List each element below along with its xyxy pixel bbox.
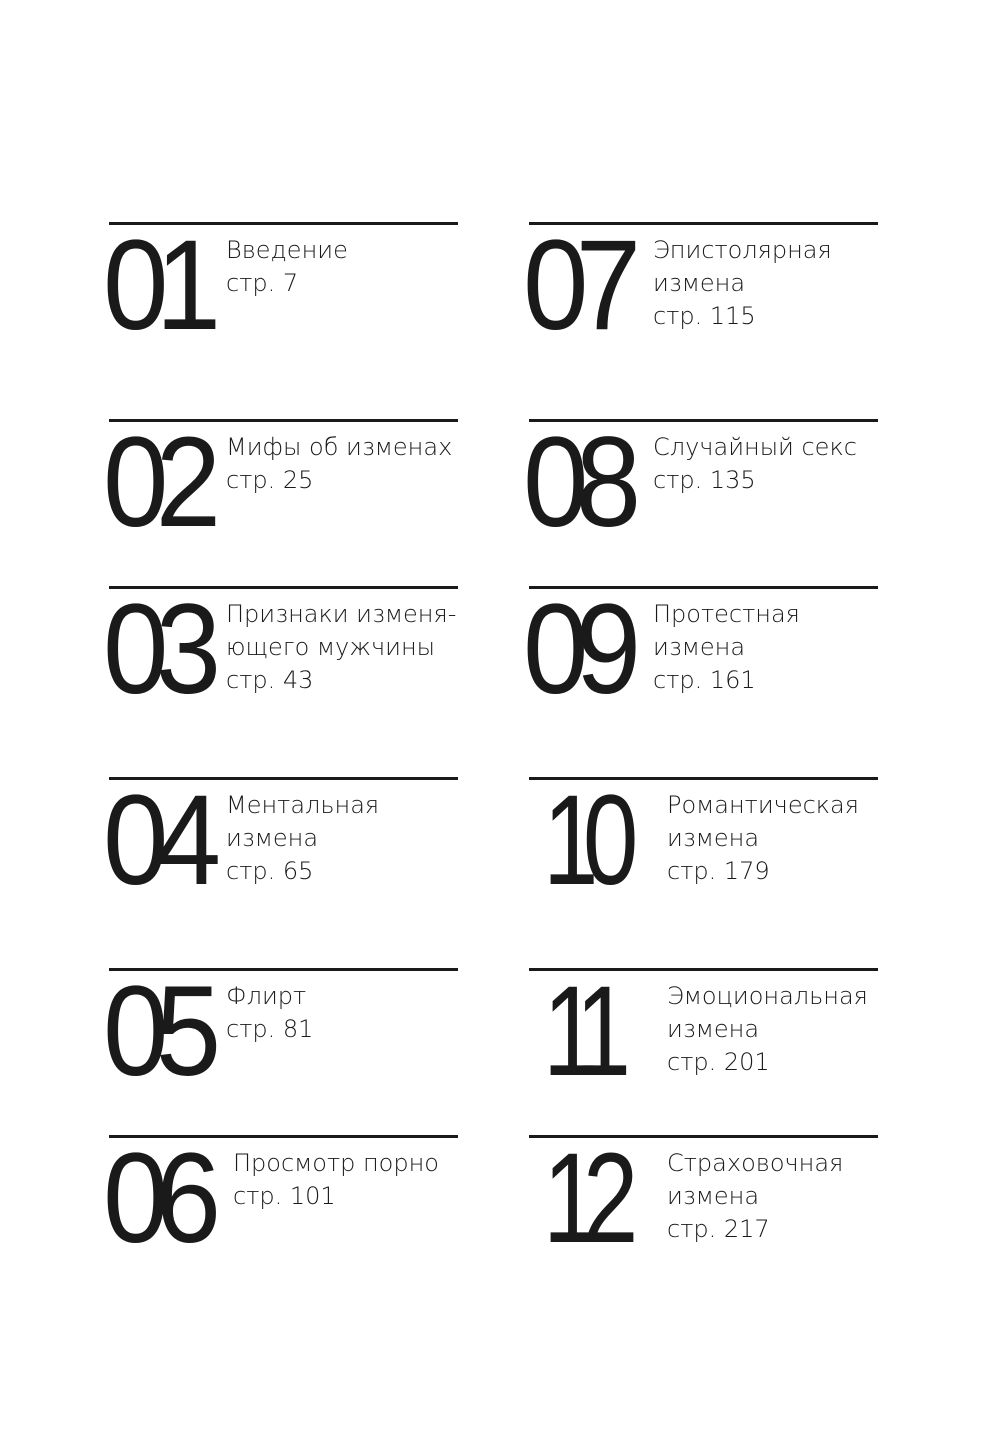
chapter-title-line: Введение bbox=[226, 236, 348, 264]
chapter-title-line: Эмоциональная bbox=[667, 982, 868, 1010]
chapter-title-line: измена bbox=[653, 269, 746, 297]
toc-entry-06[interactable] bbox=[103, 1127, 458, 1270]
chapter-title-line: измена bbox=[667, 1182, 760, 1210]
toc-entry-11[interactable] bbox=[529, 960, 878, 1103]
toc-entry-01[interactable] bbox=[103, 214, 458, 357]
chapter-title-line: Ментальная bbox=[226, 791, 380, 819]
toc-entry-08[interactable] bbox=[523, 411, 878, 554]
chapter-title-line: Мифы об изменах bbox=[226, 433, 453, 461]
chapter-title-line: ющего мужчины bbox=[226, 633, 436, 661]
chapter-page: стр. 7 bbox=[226, 269, 299, 297]
chapter-text bbox=[667, 1147, 843, 1246]
toc-entry-09[interactable] bbox=[523, 578, 878, 721]
chapter-page: стр. 101 bbox=[233, 1182, 336, 1210]
chapter-text bbox=[653, 598, 800, 697]
chapter-number: 09 bbox=[523, 578, 629, 721]
chapter-title-line: Протестная bbox=[653, 600, 800, 628]
chapter-title-line: измена bbox=[667, 824, 760, 852]
chapter-page: стр. 115 bbox=[653, 302, 756, 330]
chapter-text bbox=[226, 980, 313, 1046]
chapter-text bbox=[667, 789, 859, 888]
chapter-title-line: Страховочная bbox=[667, 1149, 844, 1177]
toc-entry-02[interactable] bbox=[103, 411, 458, 554]
chapter-page: стр. 81 bbox=[226, 1015, 314, 1043]
chapter-number: 12 bbox=[543, 1127, 623, 1270]
chapter-number: 04 bbox=[103, 769, 209, 912]
toc-entry-10[interactable] bbox=[529, 769, 878, 912]
chapter-page: стр. 25 bbox=[226, 466, 314, 494]
chapter-page: стр. 217 bbox=[667, 1215, 770, 1243]
chapter-page: стр. 201 bbox=[667, 1048, 770, 1076]
chapter-page: стр. 43 bbox=[226, 666, 314, 694]
chapter-number: 05 bbox=[103, 960, 209, 1103]
chapter-number: 01 bbox=[103, 214, 209, 357]
toc-entry-04[interactable] bbox=[103, 769, 458, 912]
chapter-title-line: измена bbox=[667, 1015, 760, 1043]
chapter-text bbox=[233, 1147, 439, 1213]
chapter-number: 08 bbox=[523, 411, 629, 554]
chapter-title-line: Эпистолярная bbox=[653, 236, 832, 264]
chapter-number: 10 bbox=[543, 769, 623, 912]
chapter-page: стр. 65 bbox=[226, 857, 314, 885]
chapter-number: 02 bbox=[103, 411, 209, 554]
chapter-title-line: Признаки изменя- bbox=[226, 600, 457, 628]
chapter-text bbox=[226, 431, 452, 497]
chapter-title-line: Просмотр порно bbox=[233, 1149, 439, 1177]
chapter-number: 03 bbox=[103, 578, 209, 721]
toc-entry-12[interactable] bbox=[529, 1127, 878, 1270]
chapter-text bbox=[653, 234, 832, 333]
chapter-text bbox=[226, 789, 379, 888]
toc-entry-05[interactable] bbox=[103, 960, 458, 1103]
chapter-number: 07 bbox=[523, 214, 629, 357]
chapter-page: стр. 161 bbox=[653, 666, 756, 694]
chapter-title-line: измена bbox=[653, 633, 746, 661]
chapter-text bbox=[226, 598, 456, 697]
chapter-text bbox=[667, 980, 868, 1079]
chapter-title-line: Случайный секс bbox=[653, 433, 857, 461]
chapter-text bbox=[226, 234, 348, 300]
chapter-page: стр. 179 bbox=[667, 857, 770, 885]
chapter-title-line: Флирт bbox=[226, 982, 307, 1010]
toc-entry-03[interactable] bbox=[103, 578, 458, 721]
chapter-page: стр. 135 bbox=[653, 466, 756, 494]
chapter-text bbox=[653, 431, 857, 497]
toc-entry-07[interactable] bbox=[523, 214, 878, 357]
chapter-number: 11 bbox=[543, 960, 616, 1103]
chapter-number: 06 bbox=[103, 1127, 209, 1270]
chapter-title-line: Романтическая bbox=[667, 791, 859, 819]
chapter-title-line: измена bbox=[226, 824, 319, 852]
